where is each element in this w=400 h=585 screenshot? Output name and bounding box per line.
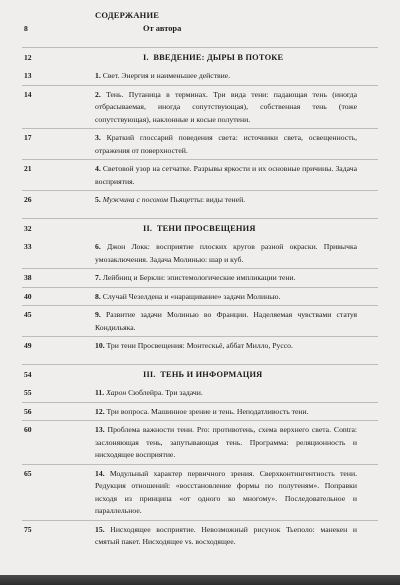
toc-entry bbox=[0, 387, 400, 400]
section-numeral: II. bbox=[143, 223, 153, 233]
toc-section-heading bbox=[0, 369, 400, 382]
entry-divider bbox=[22, 159, 378, 160]
entry-title bbox=[95, 241, 357, 266]
page-number: 75 bbox=[24, 524, 32, 534]
entry-title bbox=[95, 406, 357, 419]
entry-number: 13. bbox=[95, 425, 105, 434]
toc-entry bbox=[0, 524, 400, 549]
toc-entry bbox=[0, 70, 400, 83]
section-divider bbox=[22, 364, 378, 365]
entry-number: 3. bbox=[95, 133, 101, 142]
section-title bbox=[95, 369, 400, 382]
section-divider bbox=[22, 218, 378, 219]
toc-entry bbox=[0, 291, 400, 304]
page-number: 8 bbox=[24, 24, 28, 33]
entry-text: Тень. Путаница в терминах. Три вида тени: падающая тень (иногда отбрасываемая, иногда сопутствующая), собственная тень (тоже сопутствующая), наклонные и косые полутени. bbox=[95, 89, 358, 124]
entry-text: Джон Локк: восприятие плоских кругов разной окраски. Привычка умозаключения. Задача Молинью: шар и куб. bbox=[95, 242, 357, 264]
entry-text: Пьяцетты: виды теней. bbox=[168, 195, 246, 204]
entry-title bbox=[95, 340, 357, 353]
entry-divider bbox=[22, 520, 378, 521]
section-numeral: I. bbox=[143, 52, 149, 62]
entry-divider bbox=[22, 420, 378, 421]
toc-section-heading bbox=[0, 52, 400, 65]
toc-entry bbox=[0, 406, 400, 419]
section-title bbox=[95, 223, 400, 236]
entry-divider bbox=[22, 402, 378, 403]
entry-number: 9. bbox=[95, 310, 101, 319]
entry-title bbox=[95, 387, 357, 400]
toc-entry bbox=[0, 309, 400, 334]
toc-entry bbox=[0, 163, 400, 188]
contents-title: СОДЕРЖАНИЕ bbox=[95, 10, 160, 20]
page-number: 40 bbox=[24, 291, 32, 301]
page-number: 21 bbox=[24, 164, 32, 173]
entry-title bbox=[95, 132, 357, 157]
page-number: 17 bbox=[24, 133, 32, 142]
page-number: 60 bbox=[24, 425, 32, 434]
entry-divider bbox=[22, 287, 378, 288]
section-heading: ВВЕДЕНИЕ: ДЫРЫ В ПОТОКЕ bbox=[153, 52, 284, 62]
entry-text: Развитие задачи Молинью во Франции. Наделяемая чувствами статуя Кондильяка. bbox=[95, 310, 358, 332]
entry-number: 15. bbox=[95, 524, 105, 534]
entry-text: Три вопроса. Машинное зрение и тень. Неподатливость тени. bbox=[106, 406, 309, 416]
contents-list bbox=[0, 23, 400, 549]
entry-text: Проблема важности тени. Pro: противотень, схема верхнего света. Contra: заслоняющая тень, запутывающая тень. Программа: реляционность и нисходящее восприятие. bbox=[95, 425, 357, 459]
entry-title bbox=[95, 291, 357, 304]
entry-divider bbox=[22, 85, 378, 86]
entry-number: 6. bbox=[95, 242, 101, 251]
entry-number: 5. bbox=[95, 195, 101, 204]
entry-number: 14. bbox=[95, 468, 105, 478]
section-title bbox=[95, 52, 400, 65]
entry-number: 12. bbox=[95, 406, 105, 416]
page-number: 45 bbox=[24, 310, 32, 319]
page-number: 13 bbox=[24, 71, 32, 80]
entry-text: Три тени Просвещения: Монтескьё, аббат Милло, Руссо. bbox=[106, 341, 293, 350]
entry-title bbox=[95, 309, 357, 334]
page-number: 33 bbox=[24, 242, 32, 251]
page-number: 38 bbox=[24, 273, 32, 282]
entry-text: Свет. Энергия и наименьшее действие. bbox=[102, 71, 231, 80]
entry-number: 7. bbox=[95, 273, 101, 282]
toc-entry bbox=[0, 241, 400, 266]
entry-number: 1. bbox=[95, 71, 101, 80]
entry-italic-title: Мужчина с посохом bbox=[102, 195, 169, 204]
entry-title bbox=[95, 272, 357, 285]
section-divider bbox=[22, 47, 378, 48]
entry-title bbox=[95, 70, 357, 83]
entry-title bbox=[95, 194, 357, 207]
entry-divider bbox=[22, 128, 378, 129]
page-number: 14 bbox=[24, 89, 32, 99]
toc-entry bbox=[0, 424, 400, 462]
entry-title bbox=[95, 424, 357, 462]
entry-italic-title: Харон bbox=[106, 388, 127, 397]
section-heading: ТЕНИ ПРОСВЕЩЕНИЯ bbox=[156, 223, 256, 233]
page-number: 49 bbox=[24, 341, 32, 350]
toc-section-heading bbox=[0, 223, 400, 236]
page-number: 55 bbox=[24, 388, 32, 397]
page-number: 32 bbox=[24, 223, 32, 233]
toc-entry bbox=[0, 272, 400, 285]
entry-divider bbox=[22, 336, 378, 337]
entry-number: 4. bbox=[95, 164, 101, 173]
entry-divider bbox=[22, 464, 378, 465]
page-edge-shadow bbox=[0, 575, 400, 585]
entry-text: Случай Чезелдена и «наращивание» задачи Молинью. bbox=[102, 291, 281, 301]
entry-number: 10. bbox=[95, 341, 105, 350]
page-number: 54 bbox=[24, 369, 32, 379]
entry-text: Сюблейра. Три задачи. bbox=[126, 388, 203, 397]
entry-text: Световой узор на сетчатке. Разрывы яркости и их основные причины. Задача восприятия. bbox=[95, 164, 358, 186]
entry-text: Лейбниц и Беркли: эпистемологические импликации тени. bbox=[102, 273, 296, 282]
toc-entry bbox=[0, 194, 400, 207]
entry-divider bbox=[22, 268, 378, 269]
section-heading: ТЕНЬ И ИНФОРМАЦИЯ bbox=[160, 369, 263, 379]
entry-text: Нисходящее восприятие. Невозможный рисунок Тьеполо: манекен и смятый пакет. Нисходящее vs. восходящее. bbox=[95, 524, 358, 546]
entry-text: Модульный характер первичного зрения. Сверхконтингентность тени. Редукция отношений: «восстановление формы по полутеням». Поправки исходя из принципа «от одного ко многому». Последовательное и параллельное. bbox=[95, 468, 357, 515]
page-number: 65 bbox=[24, 468, 32, 478]
entry-title bbox=[95, 468, 357, 518]
entry-number: 11. bbox=[95, 388, 105, 397]
entry-title bbox=[95, 524, 357, 549]
toc-entry-author bbox=[0, 23, 400, 36]
toc-entry bbox=[0, 468, 400, 518]
page-number: 26 bbox=[24, 195, 32, 204]
section-numeral: III. bbox=[143, 369, 156, 379]
entry-number: 2. bbox=[95, 89, 101, 99]
entry-title bbox=[95, 163, 357, 188]
page-number: 56 bbox=[24, 406, 32, 416]
toc-entry bbox=[0, 340, 400, 353]
entry-number: 8. bbox=[95, 291, 101, 301]
entry-title bbox=[95, 89, 357, 127]
entry-divider bbox=[22, 190, 378, 191]
toc-entry bbox=[0, 132, 400, 157]
entry-text: Краткий глоссарий поведения света: источники света, освещенность, отражения от поверхностей. bbox=[95, 133, 358, 155]
entry-title: От автора bbox=[143, 24, 182, 33]
entry-divider bbox=[22, 305, 378, 306]
toc-entry bbox=[0, 89, 400, 127]
page-number: 12 bbox=[24, 52, 32, 62]
